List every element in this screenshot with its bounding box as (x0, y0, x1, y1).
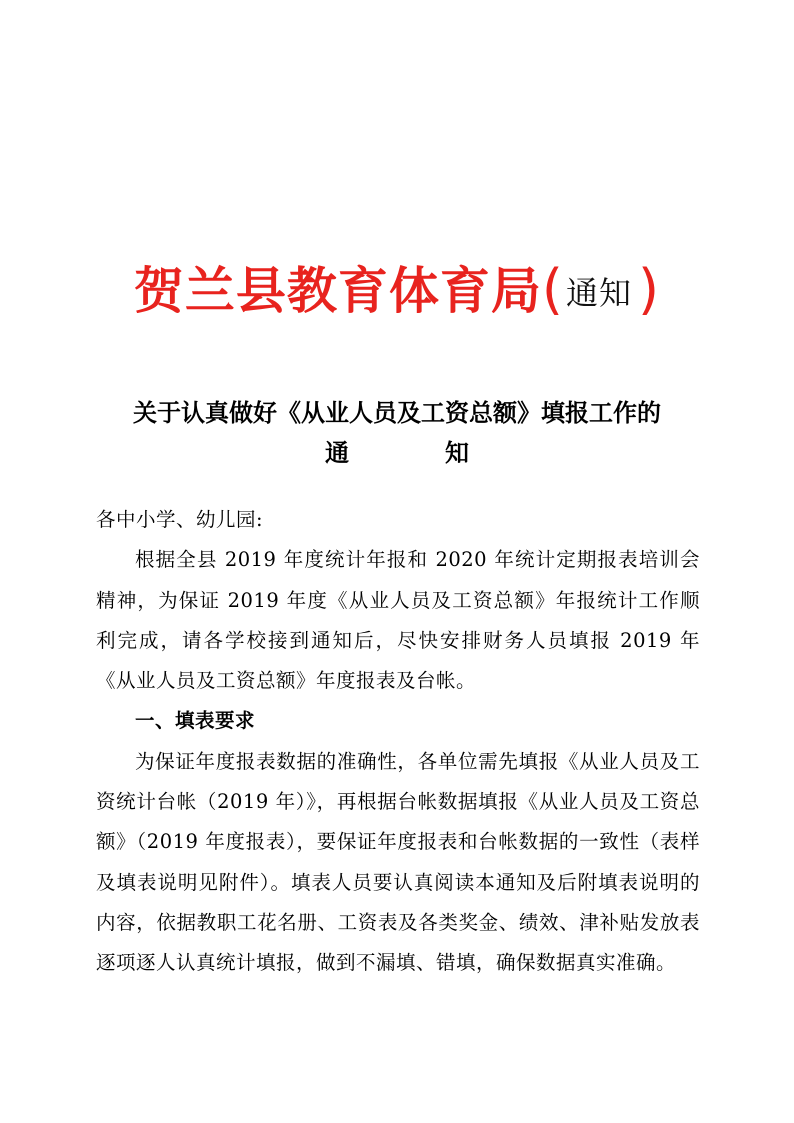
paragraph-1: 根据全县 2019 年度统计年报和 2020 年统计定期报表培训会精神，为保证 2019 年度《从业人员及工资总额》年报统计工作顺利完成，请各学校接到通知后，尽快安排财务人员填报 2019 年《从业人员及工资总额》年度报表及台帐。 (96, 548, 700, 693)
header-open-paren: ( (541, 258, 564, 321)
red-header (0, 250, 794, 333)
header-notice-word: 通知 (565, 274, 632, 312)
title-char-tong: 通 (325, 438, 349, 467)
header-close-paren: ) (638, 258, 661, 321)
document-body (96, 500, 700, 984)
header-org-name: 贺兰县教育体育局 (133, 262, 542, 320)
paragraph-2: 为保证年度报表数据的准确性，各单位需先填报《从业人员及工资统计台帐（2019 年）》，再根据台帐数据填报《从业人员及工资总额》（2019 年度报表），要保证年度报表和台帐数据的一致性（表样及填表说明见附件）。填表人员要认真阅读本通知及后附填表说明的内容，依据教职工花名册、工资表及各类奖金、绩效、津补贴发放表逐项逐人认真统计填报，做到不漏填、错填，确保数据真实准确。 (96, 749, 700, 975)
section-heading-1: 一、填表要求 (135, 709, 256, 733)
document-title-line1: 关于认真做好《从业人员及工资总额》填报工作的 (133, 398, 661, 427)
document-title-line2 (0, 433, 794, 473)
title-char-zhi: 知 (445, 438, 469, 467)
salutation: 各中小学、幼儿园: (96, 508, 264, 531)
